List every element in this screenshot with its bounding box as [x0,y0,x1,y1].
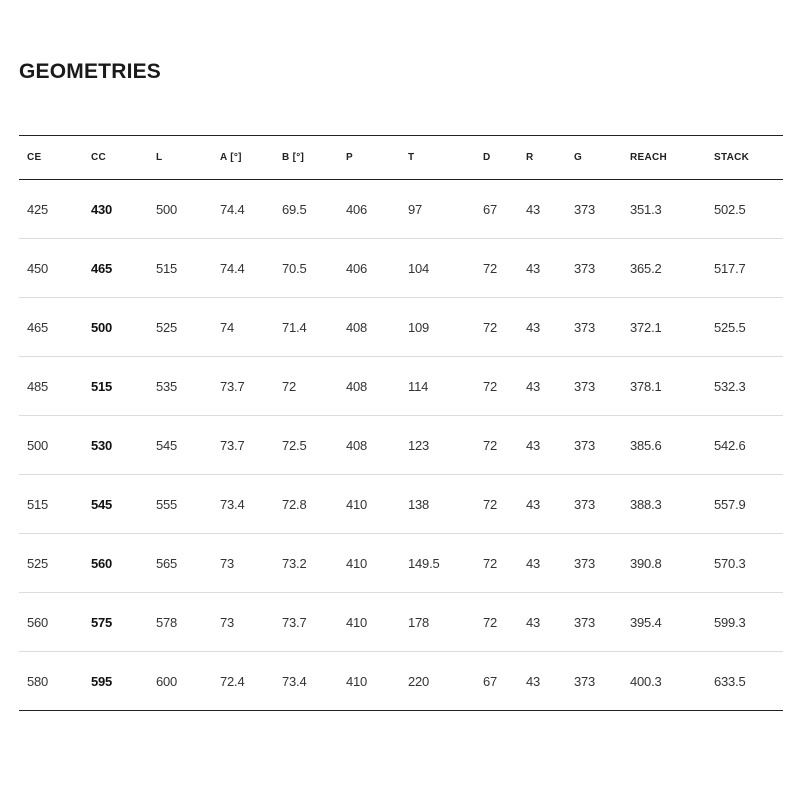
cell-stack: 633.5 [714,673,746,689]
cell-stack: 532.3 [714,378,746,394]
cell-reach: 351.3 [630,201,662,217]
cell-t: 138 [408,496,430,512]
cell-stack: 525.5 [714,319,746,335]
cell-cc: 530 [91,437,113,453]
page-title: GEOMETRIES [19,60,162,83]
header-p: P [346,152,353,163]
cell-a: 73.7 [220,378,245,394]
cell-a: 74.4 [220,260,245,276]
cell-g: 373 [574,378,596,394]
cell-p: 410 [346,673,368,689]
header-l: L [156,152,163,163]
cell-reach: 390.8 [630,555,662,571]
header-ce: CE [27,152,42,163]
table-row [19,534,783,593]
cell-r: 43 [526,260,541,276]
cell-l: 535 [156,378,178,394]
cell-d: 72 [483,614,498,630]
cell-cc: 515 [91,378,113,394]
cell-ce: 465 [27,319,49,335]
cell-cc: 430 [91,201,113,217]
header-d: D [483,152,491,163]
cell-d: 72 [483,437,498,453]
header-t: T [408,152,415,163]
cell-ce: 515 [27,496,49,512]
cell-p: 408 [346,437,368,453]
header-reach: REACH [630,152,668,163]
cell-ce: 525 [27,555,49,571]
cell-l: 578 [156,614,178,630]
cell-t: 97 [408,201,423,217]
cell-g: 373 [574,614,596,630]
cell-a: 74.4 [220,201,245,217]
table-row [19,652,783,711]
cell-b: 70.5 [282,260,307,276]
cell-a: 73.4 [220,496,245,512]
cell-l: 565 [156,555,178,571]
cell-reach: 378.1 [630,378,662,394]
cell-r: 43 [526,319,541,335]
cell-d: 67 [483,673,498,689]
cell-d: 72 [483,378,498,394]
cell-p: 408 [346,319,368,335]
cell-p: 410 [346,496,368,512]
cell-a: 73.7 [220,437,245,453]
cell-ce: 485 [27,378,49,394]
cell-ce: 500 [27,437,49,453]
cell-b: 73.2 [282,555,307,571]
cell-g: 373 [574,437,596,453]
cell-a: 72.4 [220,673,245,689]
cell-reach: 400.3 [630,673,662,689]
cell-b: 71.4 [282,319,307,335]
cell-stack: 599.3 [714,614,746,630]
cell-ce: 580 [27,673,49,689]
cell-d: 72 [483,319,498,335]
cell-p: 410 [346,555,368,571]
cell-b: 73.7 [282,614,307,630]
cell-b: 73.4 [282,673,307,689]
cell-g: 373 [574,260,596,276]
cell-p: 406 [346,201,368,217]
cell-b: 72 [282,378,297,394]
table-header [19,136,783,180]
geometry-table [19,135,783,711]
cell-t: 178 [408,614,430,630]
cell-g: 373 [574,496,596,512]
cell-g: 373 [574,319,596,335]
cell-b: 69.5 [282,201,307,217]
cell-l: 500 [156,201,178,217]
cell-d: 72 [483,555,498,571]
cell-l: 515 [156,260,178,276]
header-a: A [°] [220,152,242,163]
cell-p: 408 [346,378,368,394]
header-stack: STACK [714,152,750,163]
table-row [19,357,783,416]
cell-cc: 500 [91,319,113,335]
cell-reach: 385.6 [630,437,662,453]
cell-t: 123 [408,437,430,453]
cell-p: 406 [346,260,368,276]
cell-reach: 388.3 [630,496,662,512]
table-row [19,180,783,239]
cell-r: 43 [526,378,541,394]
cell-r: 43 [526,496,541,512]
cell-r: 43 [526,555,541,571]
table-row [19,475,783,534]
cell-reach: 395.4 [630,614,662,630]
cell-t: 109 [408,319,430,335]
header-b: B [°] [282,152,305,163]
cell-b: 72.8 [282,496,307,512]
cell-l: 555 [156,496,178,512]
cell-cc: 545 [91,496,113,512]
cell-stack: 502.5 [714,201,746,217]
table-body [19,180,783,711]
cell-stack: 557.9 [714,496,746,512]
header-row [19,136,783,180]
cell-l: 600 [156,673,178,689]
header-cc: CC [91,152,107,163]
cell-cc: 575 [91,614,113,630]
cell-stack: 517.7 [714,260,746,276]
cell-t: 149.5 [408,555,440,571]
cell-cc: 560 [91,555,113,571]
cell-a: 74 [220,319,235,335]
cell-ce: 425 [27,201,49,217]
cell-t: 114 [408,378,429,394]
cell-reach: 365.2 [630,260,662,276]
cell-g: 373 [574,201,596,217]
cell-r: 43 [526,437,541,453]
table-row [19,298,783,357]
cell-stack: 570.3 [714,555,746,571]
cell-a: 73 [220,555,235,571]
cell-l: 545 [156,437,178,453]
cell-b: 72.5 [282,437,307,453]
cell-ce: 450 [27,260,49,276]
cell-reach: 372.1 [630,319,662,335]
header-g: G [574,152,583,163]
cell-cc: 465 [91,260,113,276]
table-row [19,239,783,298]
cell-cc: 595 [91,673,113,689]
table-row [19,593,783,652]
cell-stack: 542.6 [714,437,746,453]
cell-l: 525 [156,319,178,335]
header-r: R [526,152,534,163]
table-row [19,416,783,475]
cell-t: 220 [408,673,430,689]
cell-a: 73 [220,614,235,630]
cell-r: 43 [526,201,541,217]
cell-d: 67 [483,201,498,217]
cell-t: 104 [408,260,430,276]
cell-r: 43 [526,614,541,630]
cell-ce: 560 [27,614,49,630]
cell-p: 410 [346,614,368,630]
cell-r: 43 [526,673,541,689]
cell-g: 373 [574,673,596,689]
cell-d: 72 [483,260,498,276]
cell-d: 72 [483,496,498,512]
cell-g: 373 [574,555,596,571]
